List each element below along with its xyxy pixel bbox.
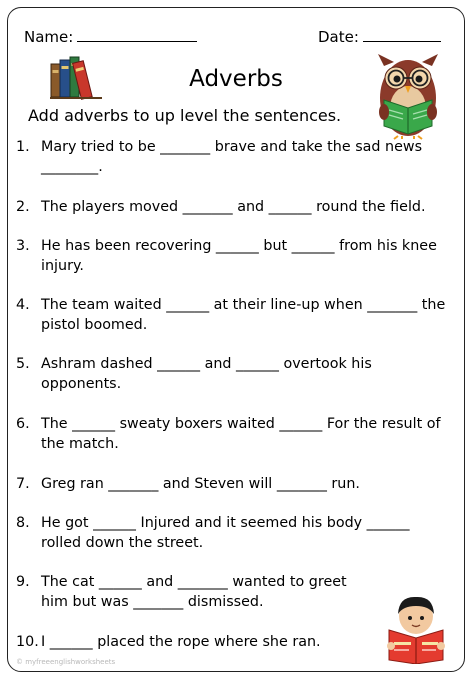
question-number: 8. [16, 515, 30, 531]
question-1 [16, 137, 446, 177]
question-text: He got ______ Injured and it seemed his body ______ rolled down the street. [41, 515, 410, 551]
question-number: 2. [16, 199, 30, 215]
question-number: 9. [16, 574, 30, 590]
question-text: I ______ placed the rope where she ran. [41, 634, 321, 650]
question-text: He has been recovering ______ but ______ from his knee injury. [41, 238, 437, 274]
question-number: 10. [16, 634, 39, 650]
question-number: 3. [16, 238, 30, 254]
question-text: Greg ran _______ and Steven will _______ run. [41, 476, 360, 492]
question-6 [16, 414, 446, 454]
question-number: 1. [16, 139, 30, 155]
date-field [318, 28, 441, 46]
question-7 [16, 474, 446, 494]
question-4 [16, 295, 446, 335]
question-8 [16, 513, 446, 553]
question-2 [16, 197, 446, 217]
question-10 [16, 632, 376, 652]
question-5 [16, 354, 446, 394]
name-field [24, 28, 197, 46]
name-label: Name: [24, 28, 74, 46]
question-text: The cat ______ and _______ wanted to greet him but was _______ dismissed. [41, 574, 347, 610]
question-text: The players moved _______ and ______ round the field. [41, 199, 426, 215]
credit-text: © myfreeenglishworksheets [16, 658, 116, 666]
question-number: 4. [16, 297, 30, 313]
page-title: Adverbs [189, 66, 283, 92]
owl-reading-icon [374, 48, 442, 140]
date-label: Date: [318, 28, 359, 46]
instruction-text: Add adverbs to up level the sentences. [28, 106, 342, 125]
name-line [77, 30, 197, 42]
question-number: 6. [16, 416, 30, 432]
question-9 [16, 572, 376, 612]
question-text: The ______ sweaty boxers waited ______ For the result of the match. [41, 416, 441, 452]
question-number: 5. [16, 356, 30, 372]
date-line [363, 30, 441, 42]
question-3 [16, 236, 446, 276]
question-text: Ashram dashed ______ and ______ overtook his opponents. [41, 356, 372, 392]
question-number: 7. [16, 476, 30, 492]
worksheet-page [7, 7, 465, 672]
boy-reading-icon [385, 594, 447, 664]
question-text: Mary tried to be _______ brave and take the sad news ________. [41, 139, 423, 175]
question-text: The team waited ______ at their line-up when _______ the pistol boomed. [41, 297, 446, 333]
